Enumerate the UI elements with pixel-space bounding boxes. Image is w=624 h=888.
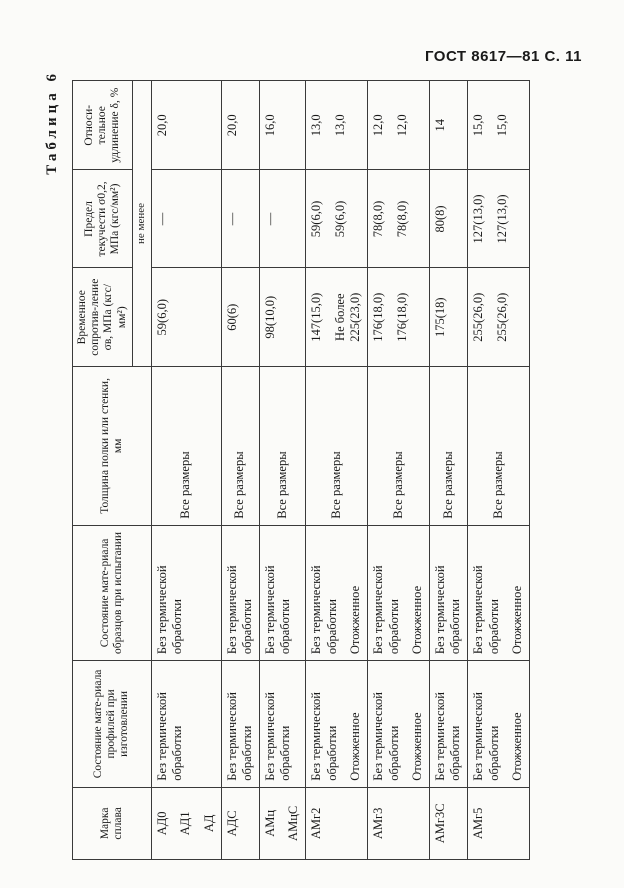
sample-state-cell xyxy=(151,525,221,660)
alloy-cell xyxy=(259,787,305,859)
tensile-cell xyxy=(468,268,530,367)
yield-cell-line: 80(8) xyxy=(432,205,447,233)
col-thickness: Толщина полки или стенки, мм xyxy=(73,367,152,526)
elongation-cell xyxy=(367,81,429,171)
manufacture-state-cell-line: Без термической обработки xyxy=(154,692,185,781)
alloy-cell-line: АМг2 xyxy=(309,807,323,840)
manufacture-state-cell-line: Без термической обработки xyxy=(224,692,255,781)
manufacture-state-cell xyxy=(306,661,368,788)
elongation-cell-line: 13,0 xyxy=(332,114,347,137)
col-tensile: Временное сопротив-ление σв, МПа (кгс/мм²) xyxy=(73,268,133,367)
thickness-cell: Все размеры xyxy=(306,367,368,526)
elongation-cell-line: 12,0 xyxy=(370,114,385,137)
alloy-cell xyxy=(306,787,368,859)
manufacture-state-cell xyxy=(367,661,429,788)
yield-cell-line: — xyxy=(154,212,169,226)
sample-state-cell xyxy=(259,525,305,660)
alloy-cell xyxy=(429,787,467,859)
elongation-cell xyxy=(306,81,368,171)
yield-cell xyxy=(429,170,467,268)
yield-cell-line: 127(13,0) xyxy=(494,194,509,244)
properties-table xyxy=(72,80,530,860)
manufacture-state-cell xyxy=(221,661,259,788)
tensile-cell xyxy=(429,268,467,367)
manufacture-state-cell xyxy=(151,661,221,788)
manufacture-state-cell-line: Без термической обработки xyxy=(309,692,339,781)
sample-state-cell-line: Отожженное xyxy=(410,585,425,655)
table-body xyxy=(151,81,529,860)
tensile-cell-line: 59(6,0) xyxy=(154,298,169,336)
sample-state-cell xyxy=(367,525,429,660)
manufacture-state-cell xyxy=(259,661,305,788)
manufacture-state-cell-line: Отожженное xyxy=(410,712,425,781)
alloy-cell-line: АМцС xyxy=(286,805,301,841)
elongation-cell-line: 12,0 xyxy=(394,114,409,137)
elongation-cell xyxy=(151,81,221,171)
elongation-cell-line: 15,0 xyxy=(471,114,485,137)
not-less-note: не менее xyxy=(132,81,151,367)
tensile-cell xyxy=(367,268,429,367)
alloy-cell-line: АМг3 xyxy=(370,807,385,840)
tensile-cell-line: 255(26,0) xyxy=(494,292,509,342)
table-row xyxy=(429,81,467,860)
thickness-cell: Все размеры xyxy=(151,367,221,526)
tensile-cell-line: 60(6) xyxy=(224,303,239,331)
alloy-cell-line: АД0 xyxy=(154,811,169,836)
manufacture-state-cell-line: Без термической обработки xyxy=(370,692,401,781)
sample-state-cell xyxy=(468,525,530,660)
yield-cell-line: — xyxy=(262,212,277,226)
manufacture-state-cell-line: Отожженное xyxy=(510,712,525,781)
alloy-cell xyxy=(367,787,429,859)
sample-state-cell-line: Без термической обработки xyxy=(262,565,293,655)
sample-state-cell-line: Отожженное xyxy=(348,585,363,655)
sample-state-cell-line: Без термической обработки xyxy=(370,565,401,655)
yield-cell-line: 78(8,0) xyxy=(394,200,409,238)
table-row xyxy=(367,81,429,860)
yield-cell-line: 78(8,0) xyxy=(370,200,385,238)
yield-cell xyxy=(151,170,221,268)
elongation-cell-line: 14 xyxy=(432,119,447,132)
tensile-cell xyxy=(151,268,221,367)
elongation-cell xyxy=(221,81,259,171)
page-header: ГОСТ 8617—81 С. 11 xyxy=(424,48,582,65)
sample-state-cell-line: Без термической обработки xyxy=(224,565,255,655)
alloy-cell-line: АМг3С xyxy=(432,803,447,844)
table-row xyxy=(151,81,221,860)
yield-cell-line: 127(13,0) xyxy=(471,194,485,244)
alloy-cell-line: АМц xyxy=(262,809,277,837)
yield-cell-line: 59(6,0) xyxy=(309,200,323,238)
tensile-cell-line: 176(18,0) xyxy=(370,292,385,342)
col-manufacture-state: Состояние мате-риала профилей при изготовлении xyxy=(73,661,152,788)
yield-cell xyxy=(367,170,429,268)
tensile-cell-line: 147(15,0) xyxy=(309,292,323,342)
alloy-cell-line: АДС xyxy=(224,810,239,837)
sample-state-cell xyxy=(429,525,467,660)
thickness-cell: Все размеры xyxy=(259,367,305,526)
sample-state-cell-line: Отожженное xyxy=(510,585,525,655)
thickness-cell: Все размеры xyxy=(367,367,429,526)
sample-state-cell-line: Без термической обработки xyxy=(154,565,185,655)
alloy-cell xyxy=(221,787,259,859)
alloy-cell xyxy=(151,787,221,859)
rotated-table-block xyxy=(44,70,570,860)
col-yield: Предел текучести σ0,2, МПа (кгс/мм²) xyxy=(73,170,133,268)
manufacture-state-cell-line: Отожженное xyxy=(348,712,363,781)
yield-cell xyxy=(259,170,305,268)
tensile-cell-line: 176(18,0) xyxy=(394,292,409,342)
table-row xyxy=(221,81,259,860)
manufacture-state-cell-line: Без термической обработки xyxy=(471,692,501,781)
elongation-cell-line: 20,0 xyxy=(154,114,169,137)
elongation-cell xyxy=(429,81,467,171)
tensile-cell-line: Не более 225(23,0) xyxy=(332,292,363,342)
thickness-cell: Все размеры xyxy=(221,367,259,526)
yield-cell-line: 59(6,0) xyxy=(332,200,347,238)
tensile-cell-line: 255(26,0) xyxy=(471,292,485,342)
alloy-cell-line: АД xyxy=(201,814,216,833)
tensile-cell-line: 98(10,0) xyxy=(262,295,277,339)
alloy-cell xyxy=(468,787,530,859)
manufacture-state-cell-line: Без термической обработки xyxy=(262,692,293,781)
thickness-cell: Все размеры xyxy=(429,367,467,526)
table-row xyxy=(306,81,368,860)
sample-state-cell-line: Без термической обработки xyxy=(309,565,339,655)
alloy-cell-line: АД1 xyxy=(178,811,193,836)
elongation-cell-line: 20,0 xyxy=(224,114,239,137)
sample-state-cell-line: Без термической обработки xyxy=(471,565,501,655)
tensile-cell xyxy=(259,268,305,367)
yield-cell xyxy=(221,170,259,268)
elongation-cell xyxy=(468,81,530,171)
manufacture-state-cell xyxy=(429,661,467,788)
tensile-cell xyxy=(221,268,259,367)
col-sample-state: Состояние мате-риала образцов при испытании xyxy=(73,525,152,660)
tensile-cell-line: 175(18) xyxy=(432,297,447,337)
table-caption: Таблица 6 xyxy=(44,70,60,175)
elongation-cell-line: 16,0 xyxy=(262,114,277,137)
sample-state-cell-line: Без термической обработки xyxy=(432,565,463,655)
alloy-cell-line: АМг5 xyxy=(471,807,485,840)
table-row xyxy=(468,81,530,860)
tensile-cell xyxy=(306,268,368,367)
thickness-cell: Все размеры xyxy=(468,367,530,526)
yield-cell xyxy=(468,170,530,268)
elongation-cell-line: 15,0 xyxy=(494,114,509,137)
yield-cell-line: — xyxy=(224,212,239,226)
manufacture-state-cell xyxy=(468,661,530,788)
table-row xyxy=(259,81,305,860)
col-alloy: Марка сплава xyxy=(73,787,152,859)
elongation-cell-line: 13,0 xyxy=(309,114,323,137)
yield-cell xyxy=(306,170,368,268)
manufacture-state-cell-line: Без термической обработки xyxy=(432,692,463,781)
col-elongation: Относи-тельное удлинение δ, % xyxy=(73,81,133,171)
sample-state-cell xyxy=(306,525,368,660)
sample-state-cell xyxy=(221,525,259,660)
elongation-cell xyxy=(259,81,305,171)
